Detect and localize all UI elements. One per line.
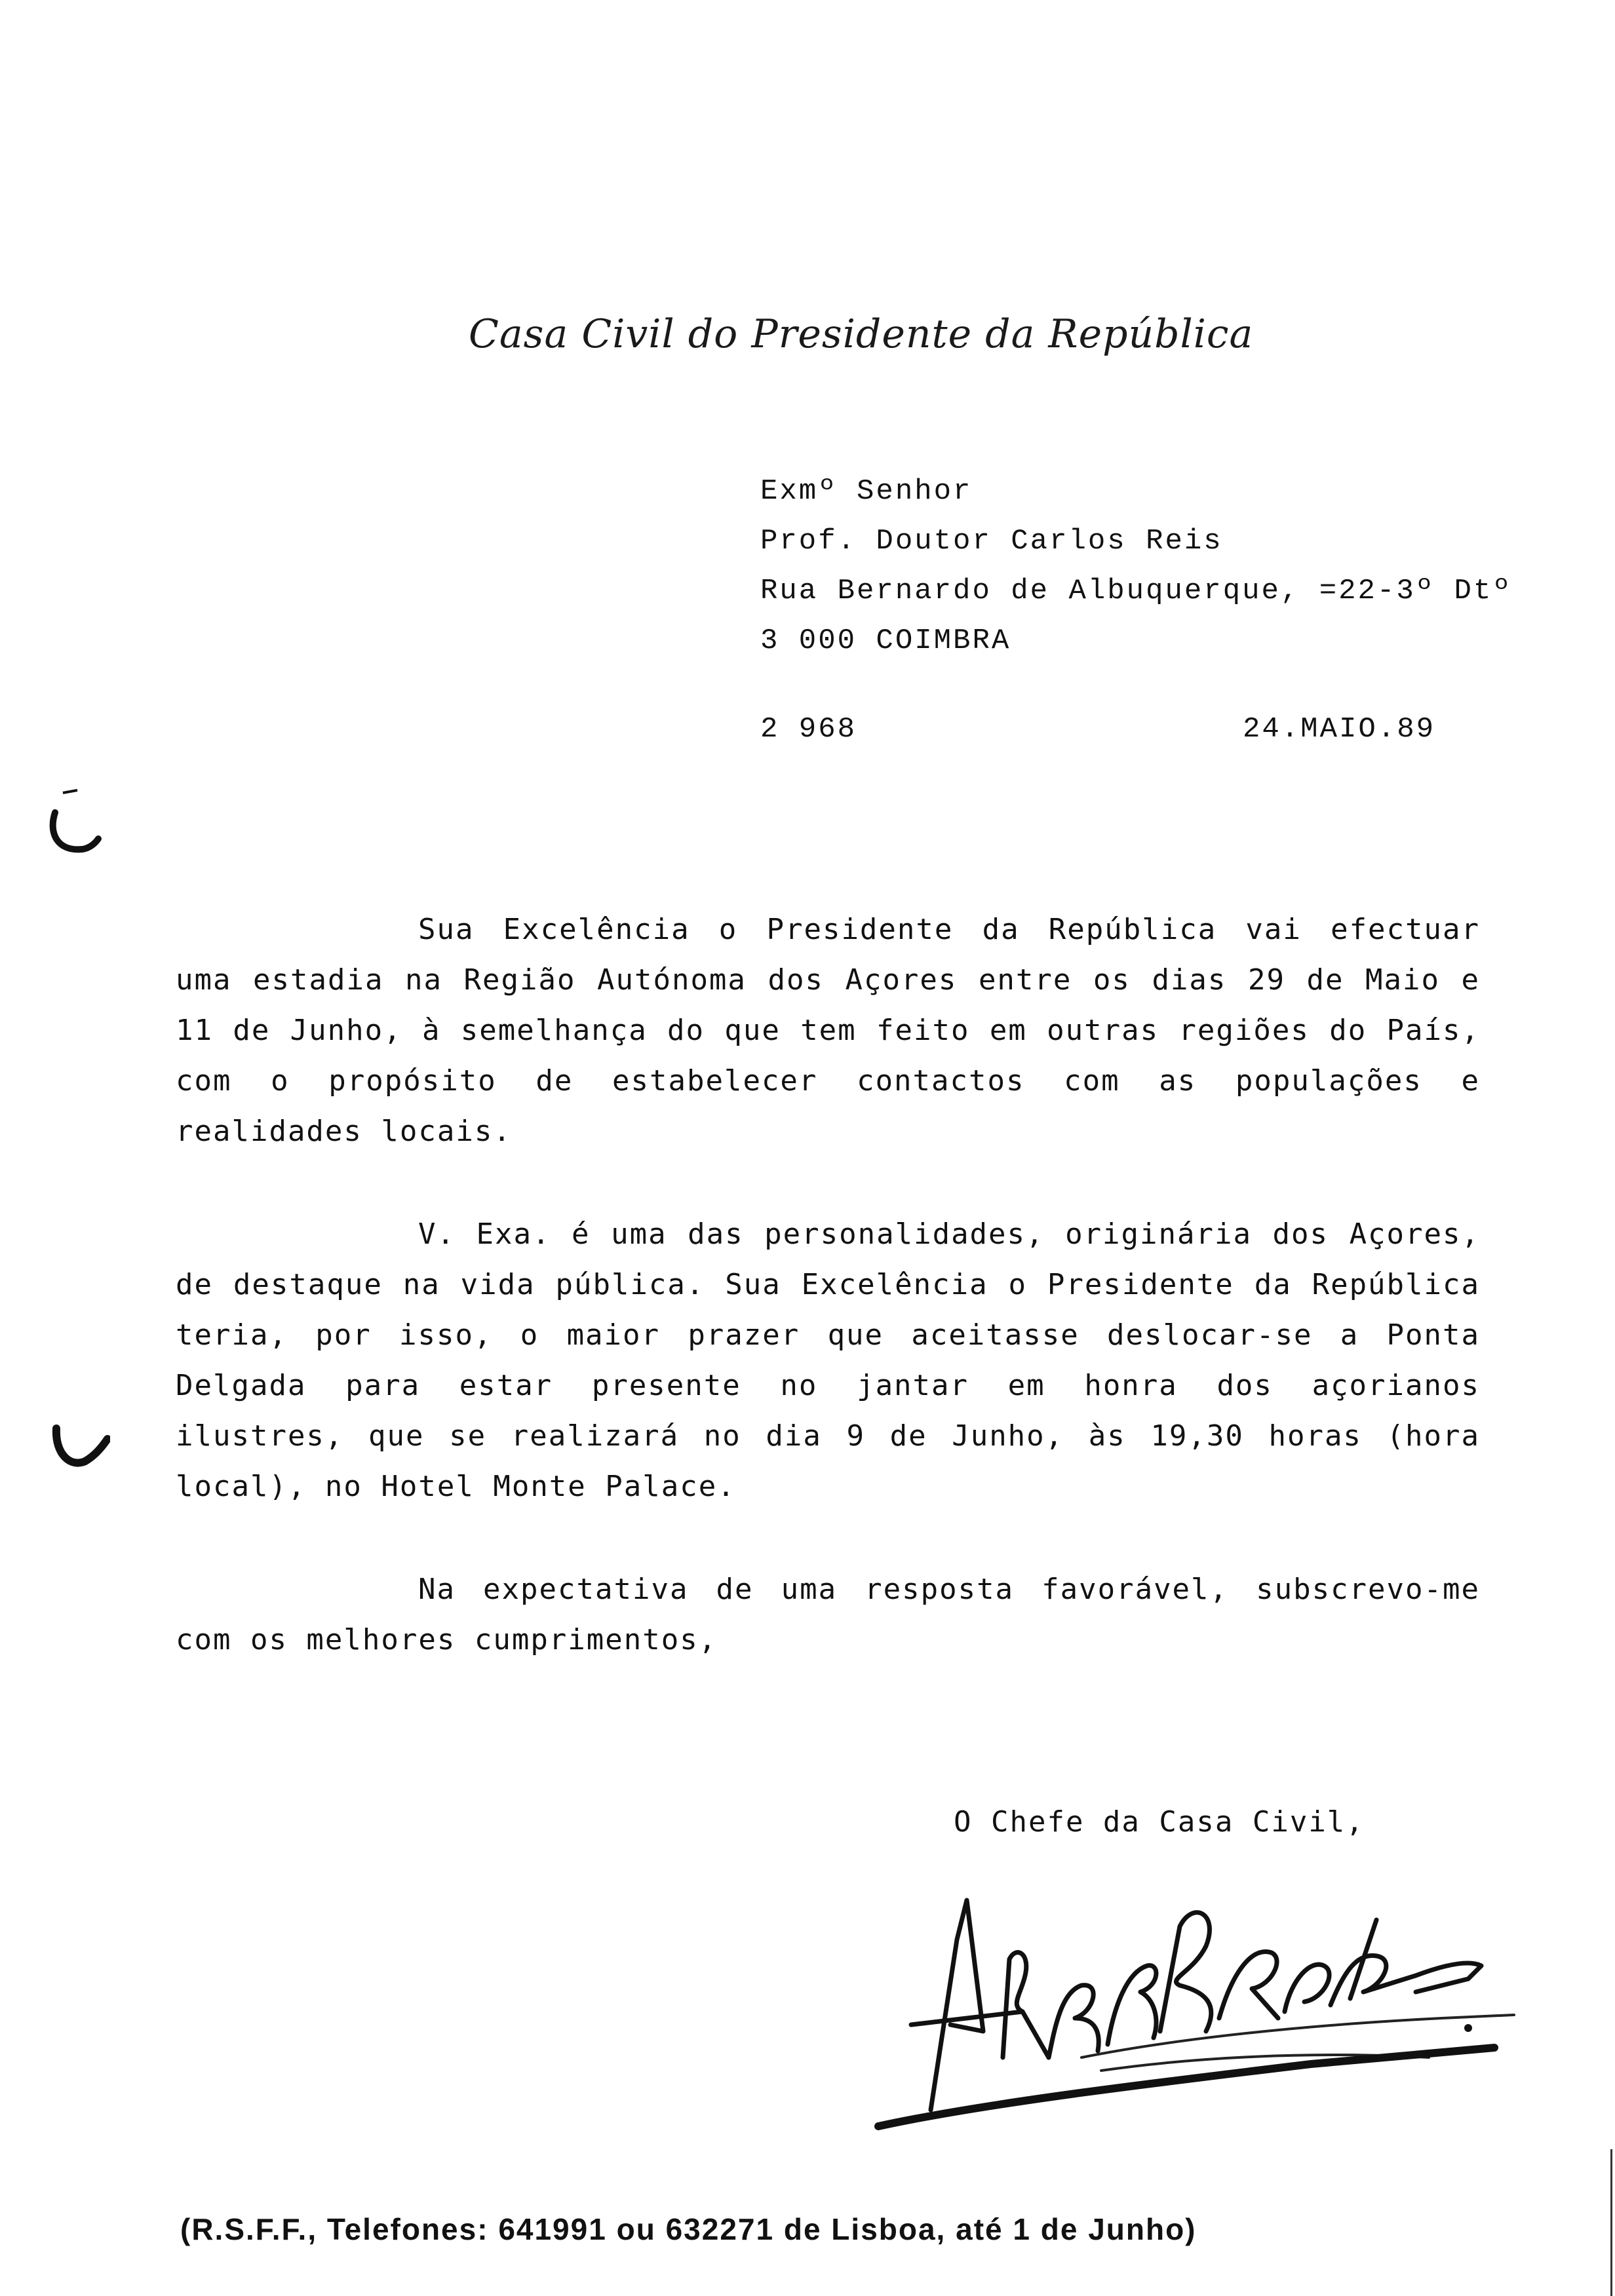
paragraph-2: V. Exa. é uma das personalidades, originária dos Açores, de destaque na vida pública. Sua Excelência o Presidente da República teria, por isso, o maior prazer que aceitasse deslocar-se a Ponta Delgada para estar presente no jantar em honra dos açorianos ilustres, que se realizará no dia 9 de Junho, às 19,30 horas (hora local), no Hotel Monte Palace. xyxy=(176,1217,1480,1503)
recipient-name: Prof. Doutor Carlos Reis xyxy=(760,525,1223,558)
footer-note: (R.S.F.F., Telefones: 641991 ou 632271 de Lisboa, até 1 de Junho) xyxy=(180,2212,1197,2246)
recipient-city: 3 000 COIMBRA xyxy=(760,624,1011,657)
reference-number: 2 968 xyxy=(760,713,857,746)
closing-line: O Chefe da Casa Civil, xyxy=(954,1805,1365,1839)
recipient-address xyxy=(760,467,1512,666)
recipient-salutation: Exmº Senhor xyxy=(760,475,973,508)
recipient-street: Rua Bernardo de Albuquerque, =22-3º Dtº xyxy=(760,575,1512,607)
punch-hole-mark-bottom xyxy=(51,1415,110,1481)
paragraph-1: Sua Excelência o Presidente da República vai efectuar uma estadia na Região Autónoma dos Açores entre os dias 29 de Maio e 11 de Junho, à semelhança do que tem feito em outras regiões do País, com o propósito de estabelecer contactos com as populações e realidades locais. xyxy=(176,913,1480,1148)
letter-date: 24.MAIO.89 xyxy=(1242,713,1435,746)
letter-body xyxy=(176,904,1480,1717)
letterhead: Casa Civil do Presidente da República xyxy=(469,311,1254,357)
punch-hole-mark-top xyxy=(43,786,102,858)
paragraph-3: Na expectativa de uma resposta favorável, subscrevo-me com os melhores cumprimentos, xyxy=(176,1573,1480,1656)
page-edge-line xyxy=(1610,2149,1612,2296)
handwritten-signature xyxy=(852,1861,1521,2143)
